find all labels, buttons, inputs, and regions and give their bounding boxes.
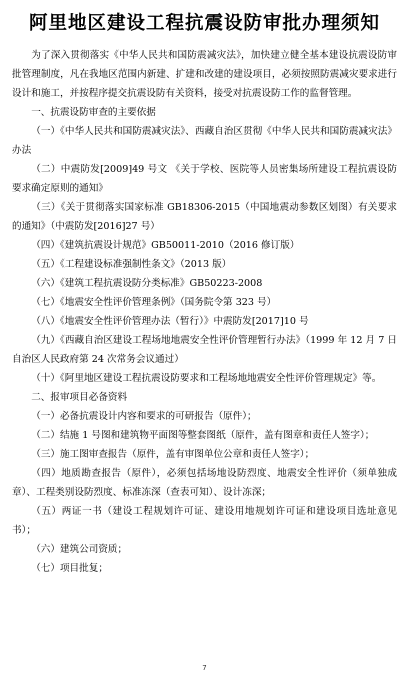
section-heading-basis: 一、抗震设防审查的主要依据 xyxy=(31,107,156,118)
page-number: 7 xyxy=(202,664,207,672)
section-heading-materials: 二、报审项目必备资料 xyxy=(31,392,128,403)
materials-item-6: （六）建筑公司资质； xyxy=(31,544,128,555)
intro-paragraph: 为了深入贯彻落实《中华人民共和国防震减灾法》，加快建立健全基本建设抗震设防审批管理制度，凡在我地区范围内新建、扩建和改建的建设项目，必须按照防震减灾要求进行设计和施工，并按程序提交抗震设防有关资料，接受对抗震设防工作的监督管理。 xyxy=(12,50,397,99)
basis-item-5: （五）《工程建设标准强制性条文》（2013 版） xyxy=(31,259,232,270)
basis-item-9: （九）《西藏自治区建设工程场地地震安全性评价管理暂行办法》（1999 年 12 月 7 日自治区人民政府第 24 次常务会议通过） xyxy=(12,335,397,365)
materials-item-3: （三）施工图审查报告（原件，盖有审图单位公章和责任人签字）； xyxy=(31,449,315,460)
materials-item-4: （四）地质勘查报告（原件），必须包括场地设防烈度、地震安全性评价（须单独成章）、工程类别设防烈度、标准冻深（查表可知）、设计冻深； xyxy=(12,468,397,498)
basis-item-8: （八）《地震安全性评价管理办法（暂行）》中震防发[2017]10 号 xyxy=(31,316,309,327)
basis-item-2: （二）中震防发[2009]49 号文 《关于学校、医院等人员密集场所建设工程抗震设防要求确定原则的通知》 xyxy=(12,164,397,194)
basis-item-6: （六）《建筑工程抗震设防分类标准》GB50223-2008 xyxy=(31,278,263,289)
basis-item-10: （十）《阿里地区建设工程抗震设防要求和工程场地地震安全性评价管理规定》等。 xyxy=(31,373,382,384)
basis-item-4: （四）《建筑抗震设计规范》GB50011-2010（2016 修订版） xyxy=(31,240,300,251)
materials-item-5: （五）两证一书（建设工程规划许可证、建设用地规划许可证和建设项目选址意见书）； xyxy=(12,506,397,536)
basis-item-3: （三）《关于贯彻落实国家标准 GB18306-2015（中国地震动参数区划图）有关要求的通知》（中震防发[2016]27 号） xyxy=(12,202,397,232)
materials-item-2: （二）结施 1 号图和建筑物平面图等整套图纸（原件，盖有图章和责任人签字）； xyxy=(31,430,375,441)
materials-item-7: （七）项目批复； xyxy=(31,563,108,574)
basis-item-7: （七）《地震安全性评价管理条例》（国务院令第 323 号） xyxy=(31,297,277,308)
materials-item-1: （一）必备抗震设计内容和要求的可研报告（原件）； xyxy=(31,411,257,422)
basis-item-1: （一）《中华人民共和国防震减灾法》、西藏自治区贯彻《中华人民共和国防震减灾法》办法 xyxy=(12,126,397,156)
document-title: 阿里地区建设工程抗震设防审批办理须知 xyxy=(28,13,380,34)
